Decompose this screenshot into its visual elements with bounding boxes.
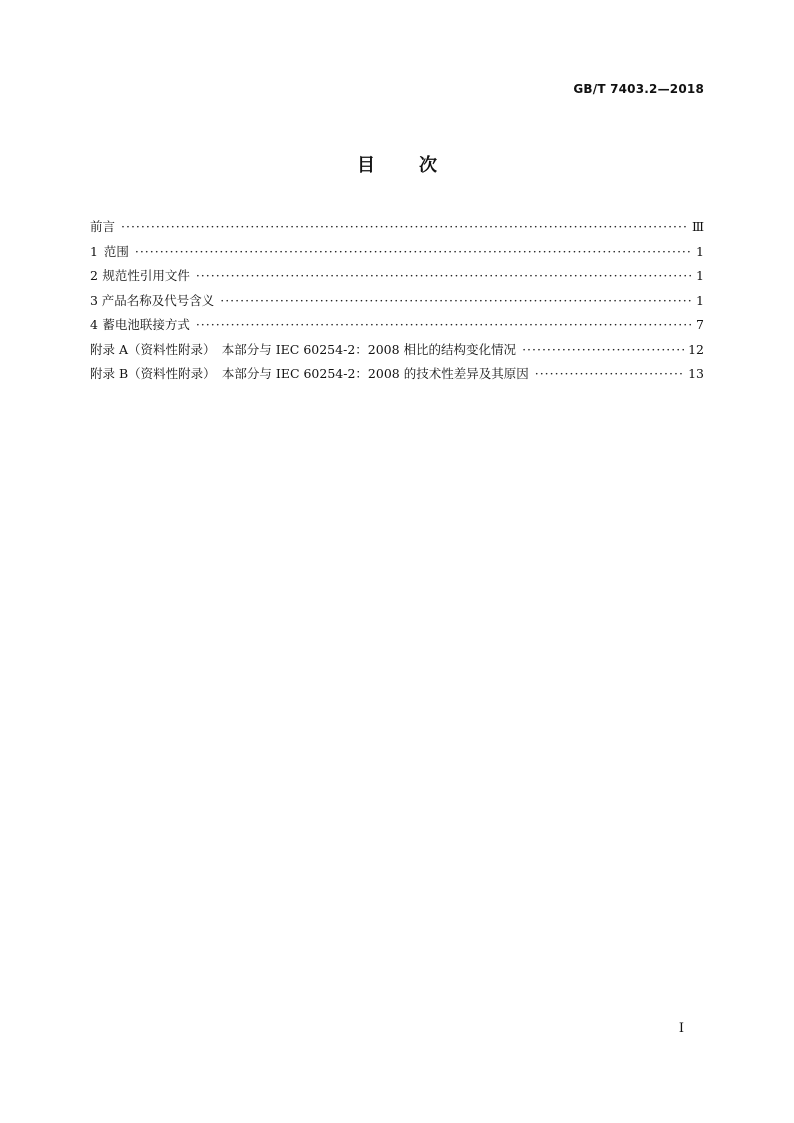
toc-entry-label: 规范性引用文件 bbox=[102, 268, 190, 283]
standard-number: GB/T 7403.2—2018 bbox=[573, 82, 704, 96]
toc-entry-page: 7 bbox=[696, 317, 704, 332]
toc-entry-page: Ⅲ bbox=[691, 219, 704, 234]
toc-entry-number: 4 bbox=[90, 317, 98, 332]
toc-leader-dots bbox=[196, 268, 692, 283]
toc-entry-page: 13 bbox=[688, 366, 704, 381]
table-of-contents bbox=[90, 217, 704, 389]
toc-entry-foreword[interactable] bbox=[90, 217, 704, 242]
toc-leader-dots bbox=[121, 219, 688, 234]
toc-entry-label: 附录 B（资料性附录） 本部分与 IEC 60254-2：2008 的技术性差异及其原因 bbox=[90, 366, 529, 381]
toc-entry-label: 前言 bbox=[90, 219, 116, 234]
toc-entry-scope[interactable] bbox=[90, 242, 704, 267]
toc-entry-number: 2 bbox=[90, 268, 98, 283]
toc-entry-product-names[interactable] bbox=[90, 291, 704, 316]
toc-entry-number: 1 bbox=[90, 243, 98, 259]
toc-entry-page: 1 bbox=[696, 243, 704, 259]
toc-leader-dots bbox=[135, 244, 692, 259]
toc-entry-label: 蓄电池联接方式 bbox=[102, 317, 190, 332]
toc-entry-page: 1 bbox=[696, 268, 704, 283]
toc-entry-label: 产品名称及代号含义 bbox=[101, 292, 215, 308]
toc-entry-annex-a[interactable] bbox=[90, 340, 704, 365]
toc-entry-page: 12 bbox=[688, 341, 704, 357]
page-number: I bbox=[678, 1021, 684, 1036]
toc-entry-label: 范围 bbox=[103, 243, 129, 259]
toc-entry-normative-references[interactable] bbox=[90, 266, 704, 291]
toc-entry-number: 3 bbox=[90, 292, 98, 308]
toc-leader-dots bbox=[535, 366, 684, 381]
toc-entry-annex-b[interactable] bbox=[90, 364, 704, 389]
toc-leader-dots bbox=[220, 293, 692, 308]
toc-leader-dots bbox=[196, 317, 692, 332]
page-title: 目次 bbox=[357, 155, 481, 176]
toc-entry-battery-connection[interactable] bbox=[90, 315, 704, 340]
toc-entry-label: 附录 A（资料性附录） 本部分与 IEC 60254-2：2008 相比的结构变化情况 bbox=[90, 341, 517, 357]
toc-entry-page: 1 bbox=[696, 292, 704, 308]
toc-leader-dots bbox=[522, 342, 684, 357]
